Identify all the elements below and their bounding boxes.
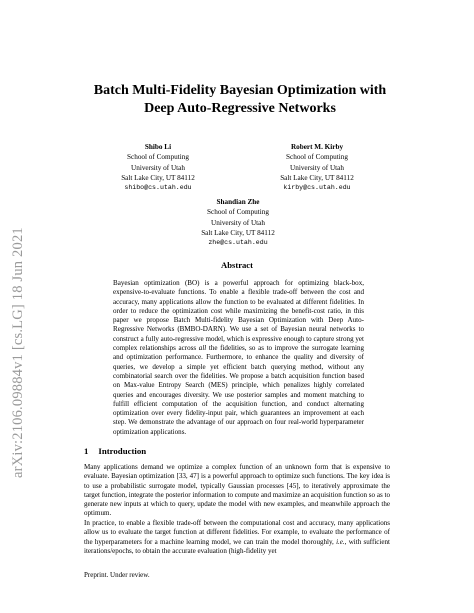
section-title: Introduction [98, 446, 147, 456]
paragraph-emphasis: i.e. [336, 537, 345, 546]
author-organization: University of Utah [211, 218, 265, 227]
intro-paragraph-1: Many applications demand we optimize a complex function of an unknown form that is expensive to evaluate. Bayesian optimization [33, 47] is a powerful approach to optimize such functions. The key idea is to use a probabilistic surrogate model, typically Gaussian processes [45], to iteratively approximate the target function, integrate the posterior information to compute and maximize an acquisition function so as to generate new inputs at which to query, update the model with new examples, and meanwhile approach the optimum. [84, 463, 390, 518]
section-number: 1 [84, 446, 89, 456]
abstract-text-part-2: the fidelities, so as to improve the surrogate learning and optimization performance. Furthermore, to enhance the quality and diversity of queries, we develop a simple yet efficient batch querying method, without any combinatorial search over the fidelities. We propose a batch acquisition function based on Max-value Entropy Search (MES) principle, which penalizes highly correlated queries and encourages diversity. We use posterior samples and moment matching to fulfill efficient computation of the acquisition function, and conduct alternating optimization over every fidelity-input pair, which guarantees an improvement at each step. We demonstrate the advantage of our approach on four real-world hyperparameter optimization applications. [113, 344, 364, 436]
footer-note: Preprint. Under review. [84, 571, 150, 579]
author-name: Robert M. Kirby [290, 143, 344, 151]
author-department: School of Computing [127, 153, 189, 162]
author-name: Shibo Li [144, 143, 172, 151]
title-line-1: Batch Multi-Fidelity Bayesian Optimization with [93, 83, 387, 98]
paragraph-text-part-2: , with sufficient iterations/epochs, to obtain the accurate evaluation (high-fidelity yet [84, 537, 390, 555]
author-department: School of Computing [207, 208, 269, 217]
author-email: kirby@cs.utah.edu [283, 184, 351, 192]
author-city: Salt Lake City, UT 84112 [121, 173, 195, 182]
author-organization: University of Utah [290, 163, 344, 172]
author-block-3 [168, 197, 308, 248]
author-block-2 [262, 142, 372, 193]
title-line-2: Deep Auto-Regressive Networks [144, 101, 336, 116]
author-department: School of Computing [286, 153, 348, 162]
author-email: shibo@cs.utah.edu [124, 184, 192, 192]
author-email: zhe@cs.utah.edu [208, 239, 268, 247]
abstract-emphasis: all [198, 344, 207, 353]
author-block-1 [103, 142, 213, 193]
abstract-text-part-1: Bayesian optimization (BO) is a powerful approach for optimizing black-box, expensive-to-evaluate functions. To enable a flexible trade-off between the cost and accuracy, many applications allow the function to be evaluated at different fidelities. In order to reduce the optimization cost while maximizing the benefit-cost ratio, in this paper we propose Batch Multi-fidelity Bayesian Optimization with Deep Auto-Regressive Networks (BMBO-DARN). We use a set of Bayesian neural networks to construct a fully auto-regressive model, which is expressive enough to capture strong yet complex relationships across [113, 279, 364, 353]
author-name: Shandian Zhe [216, 198, 260, 206]
paragraph-text-part-1: In practice, to enable a flexible trade-off between the computational cost and accuracy, many applications allow us to evaluate the target function at different fidelities. For example, to evaluate the performance of the hyperparameters for a machine learning model, we can train the model thoroughly, [84, 519, 390, 546]
author-city: Salt Lake City, UT 84112 [201, 228, 275, 237]
author-city: Salt Lake City, UT 84112 [280, 173, 354, 182]
abstract-text [113, 279, 364, 437]
abstract-heading: Abstract [221, 260, 253, 270]
intro-paragraph-2 [84, 519, 390, 556]
paper-title [60, 82, 420, 118]
arxiv-identifier: arXiv:2106.09884v1 [cs.LG] 18 Jun 2021 [10, 227, 26, 478]
author-organization: University of Utah [131, 163, 185, 172]
section-heading [84, 446, 146, 456]
